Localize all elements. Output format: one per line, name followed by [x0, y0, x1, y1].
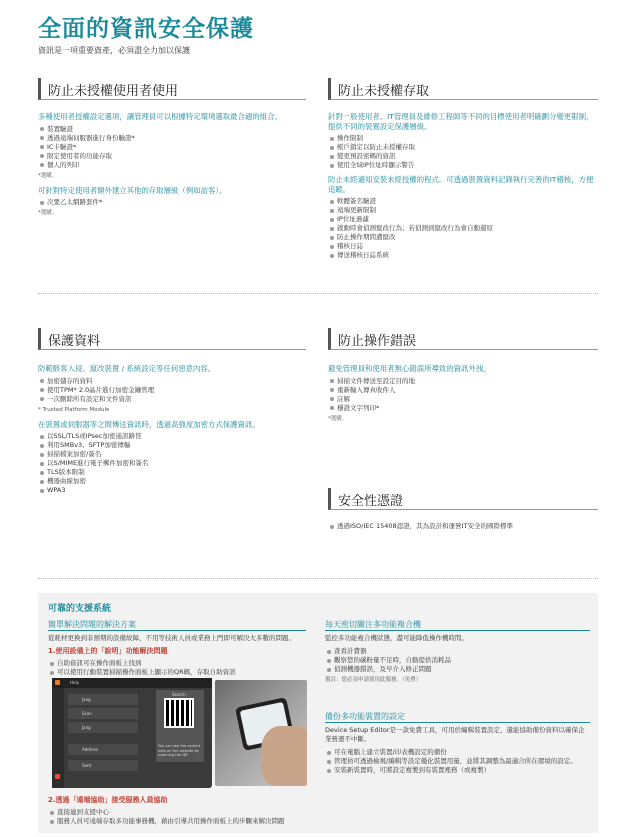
footnote: *選購。 — [38, 210, 58, 216]
section-heading: 在裝置或伺服器等之間傳送資訊時，透過高強度加密方式保護資訊。 — [38, 419, 260, 429]
support-title: 可靠的支援系統 — [48, 604, 112, 614]
bullet-list — [325, 748, 590, 775]
qr-header: Search — [172, 692, 186, 697]
bullet-list — [38, 377, 308, 404]
page-title: 全面的資訊安全保護 — [38, 16, 254, 42]
list-item: 重新輸入傳真收件人 — [328, 386, 596, 395]
support-left-step2 — [48, 796, 306, 826]
list-item: 次要乙太網路套件* — [38, 198, 308, 207]
section-title: 防止未授權存取 — [338, 84, 430, 99]
section-heading: 防止未經過知安裝未經授權的程式。可透過裝置資料記錄執行完善的IT稽核，方便追蹤。 — [328, 175, 594, 194]
list-item: 遠端更新限制 — [328, 206, 596, 215]
footnote: 備註：您必須申請使用此服務。（免費） — [325, 677, 422, 683]
section-title: 保護資料 — [48, 334, 101, 349]
panel-sidebar — [52, 688, 64, 788]
list-item: 加密儲存的資料 — [38, 377, 308, 386]
list-item: 自助資訊可在操作面板上找到 — [48, 659, 306, 668]
section-body-unauth-access — [328, 112, 596, 260]
list-item: 軟體簽名驗證 — [328, 197, 596, 206]
bullet-list — [48, 808, 306, 826]
list-item: 偵測機器錯誤，及早介入修正問題 — [325, 665, 590, 674]
section-body-certification — [328, 522, 596, 531]
panel-home-icon — [55, 680, 60, 685]
panel-row: Scan — [68, 708, 138, 719]
section-heading: 多種使用者授權設定選項，讓管理員可以根據特定環境選取最合適的組合。 — [38, 112, 282, 121]
hand-image — [261, 726, 307, 786]
list-item: 個人的列印 — [38, 161, 308, 170]
qr-code-icon — [164, 698, 194, 728]
list-item: 一次刪除所有設定和文件資訊 — [38, 395, 308, 404]
list-item: 掃描檔案加密/簽名 — [38, 450, 308, 459]
list-item: 變更預設密碼的資訊 — [328, 152, 596, 161]
list-item: 傳送稽核日誌系統 — [328, 251, 596, 260]
list-item: 使用TPM* 2.0晶片進行加密金鑰管理 — [38, 386, 308, 395]
list-item: 帳戶鎖定以防止未授權存取 — [328, 143, 596, 152]
list-item: 防止操作期間遭竄改 — [328, 233, 596, 242]
panel-row: Sent — [68, 760, 138, 771]
step-2-title: 2.透過「遠端協助」接受服務人員協助 — [48, 796, 168, 804]
list-item: 裝置驗證 — [38, 125, 308, 134]
support-right-bottom — [325, 712, 590, 775]
qr-caption: You can see the correct help on the website by scanning the QR — [158, 744, 200, 757]
support-left-subtitle: 簡單解決問題的解決方案 — [48, 620, 306, 631]
section-header-certification — [328, 488, 598, 510]
list-item: 限定使用者的功能存取 — [38, 152, 308, 161]
section-heading: 避免管理員和使用者無心錯誤所導致的資訊外洩。 — [328, 364, 491, 373]
list-item: 可在電腦上建立裝置/印表機設定的備份 — [325, 748, 590, 757]
divider — [38, 293, 598, 294]
panel-row: Address — [68, 744, 138, 755]
footnote: *選購。 — [38, 172, 58, 179]
support-left — [48, 620, 306, 677]
list-item: 查看計費器 — [325, 647, 590, 656]
page-subtitle: 資訊是一項重要資產，必須盡全力加以保護 — [38, 46, 190, 55]
bullet-list — [38, 432, 308, 495]
section-body-prevent-errors — [328, 364, 596, 424]
list-item: WPA3 — [38, 486, 308, 495]
list-item: 直接連到支援中心 — [48, 808, 306, 817]
panel-status-icon — [55, 774, 60, 779]
support-left-intro: 從耗材更換到非預期的設備故障，不用等技術人員或業務上門即可解決大多數的問題。 — [48, 634, 295, 642]
support-right-bottom-intro: Device Setup Editor是一款免費工具，可用於編輯裝置設定，還能協助備份資料以確保企業營運不中斷。 — [325, 726, 585, 743]
list-item: 操作限制 — [328, 134, 596, 143]
panel-row: Jang — [68, 694, 138, 705]
list-item: 利用SMBv3、SFTP加密傳輸 — [38, 441, 308, 450]
list-item: 註解 — [328, 395, 596, 404]
section-header-protect-data — [38, 328, 306, 350]
section-body-unauth-use — [38, 112, 308, 218]
support-right-top-subtitle: 每天密切關注多功能複合機 — [325, 620, 590, 631]
bullet-list — [328, 197, 596, 260]
section-title: 防止操作錯誤 — [338, 334, 417, 349]
section-body-protect-data — [38, 364, 308, 495]
section-heading: 防範駭客入侵、竄改裝置 / 系統設定等任何惡意內容。 — [38, 364, 216, 373]
list-item: 掃描文件傳送至設定目的地 — [328, 377, 596, 386]
list-item: 啟動時會偵測竄改行為；若偵測到竄改行為會自動還原 — [328, 224, 596, 233]
step-1-title: 1.使用設備上的「說明」功能解決問題 — [48, 647, 168, 655]
bullet-list — [48, 659, 306, 677]
bullet-list — [328, 377, 596, 413]
section-heading: 針對一般使用者、IT管理員及維修工程師等不同的目標使用者明確劃分變更限制，提供不同的裝置設定保護層級。 — [328, 112, 594, 131]
list-item: 以SSL/TLS或IPsec加密通訊路徑 — [38, 432, 308, 441]
bullet-list — [328, 522, 596, 531]
section-header-unauth-access — [328, 78, 598, 100]
list-item: 機器曲線加密 — [38, 477, 308, 486]
divider — [38, 578, 598, 579]
list-item: 觀察您的碳粉量不足時，自動提供消耗品 — [325, 656, 590, 665]
support-right-bottom-subtitle: 備份多功能裝置的設定 — [325, 712, 590, 723]
operation-panel-image — [52, 678, 212, 788]
list-item: 使用全域IP位址時顯示警告 — [328, 161, 596, 170]
list-item: 管理員可透過檢視/編輯等設定優化裝置用量，並將其調整為最適合所在環境的設定。 — [325, 757, 590, 766]
list-item: 安裝新裝置時，可將設定複製到有裝置裡務（或複製） — [325, 766, 590, 775]
section-header-unauth-use — [38, 78, 306, 100]
list-item: 稽核日誌 — [328, 242, 596, 251]
list-item: IC卡驗證* — [38, 143, 308, 152]
phone-photo — [215, 680, 307, 786]
list-item: 穩證文字列印* — [328, 404, 596, 413]
support-right-top — [325, 620, 590, 685]
section-title: 防止未授權使用者使用 — [48, 84, 179, 99]
section-title: 安全性憑證 — [338, 494, 404, 509]
section-heading: 可針對特定使用者額外建立其他的存取層級（例如訪客）。 — [38, 185, 227, 195]
footnote: *選購。 — [328, 415, 348, 422]
list-item: 透過遠端伺服器進行身份驗證* — [38, 134, 308, 143]
panel-row: Jang — [68, 722, 138, 733]
section-header-prevent-errors — [328, 328, 598, 350]
bullet-list — [38, 125, 308, 170]
list-item: TLS版本限制 — [38, 468, 308, 477]
list-item: 以S/MIME進行電子郵件加密和簽名 — [38, 459, 308, 468]
bullet-list — [328, 134, 596, 170]
panel-title-bar: Help — [52, 678, 212, 688]
support-right-top-intro: 監控多功能複合機狀態，盡可能降低操作機時間。 — [325, 634, 468, 642]
bullet-list — [38, 198, 308, 207]
list-item: 服務人員可遠端存取多功能事務機，藉由引導共用操作面板上的步驟來解決問題 — [48, 817, 306, 826]
list-item: 可以使用行動裝置掃描操作面板上顯示的QR碼，存取自助資訊 — [48, 668, 306, 677]
list-item: IP位址過濾 — [328, 215, 596, 224]
bullet-list — [325, 647, 590, 674]
list-item: 透過ISO/IEC 15408認證，其為設計和運營IT安全的國際標準 — [328, 522, 596, 531]
footnote: * Trusted Platform Module — [38, 406, 110, 413]
